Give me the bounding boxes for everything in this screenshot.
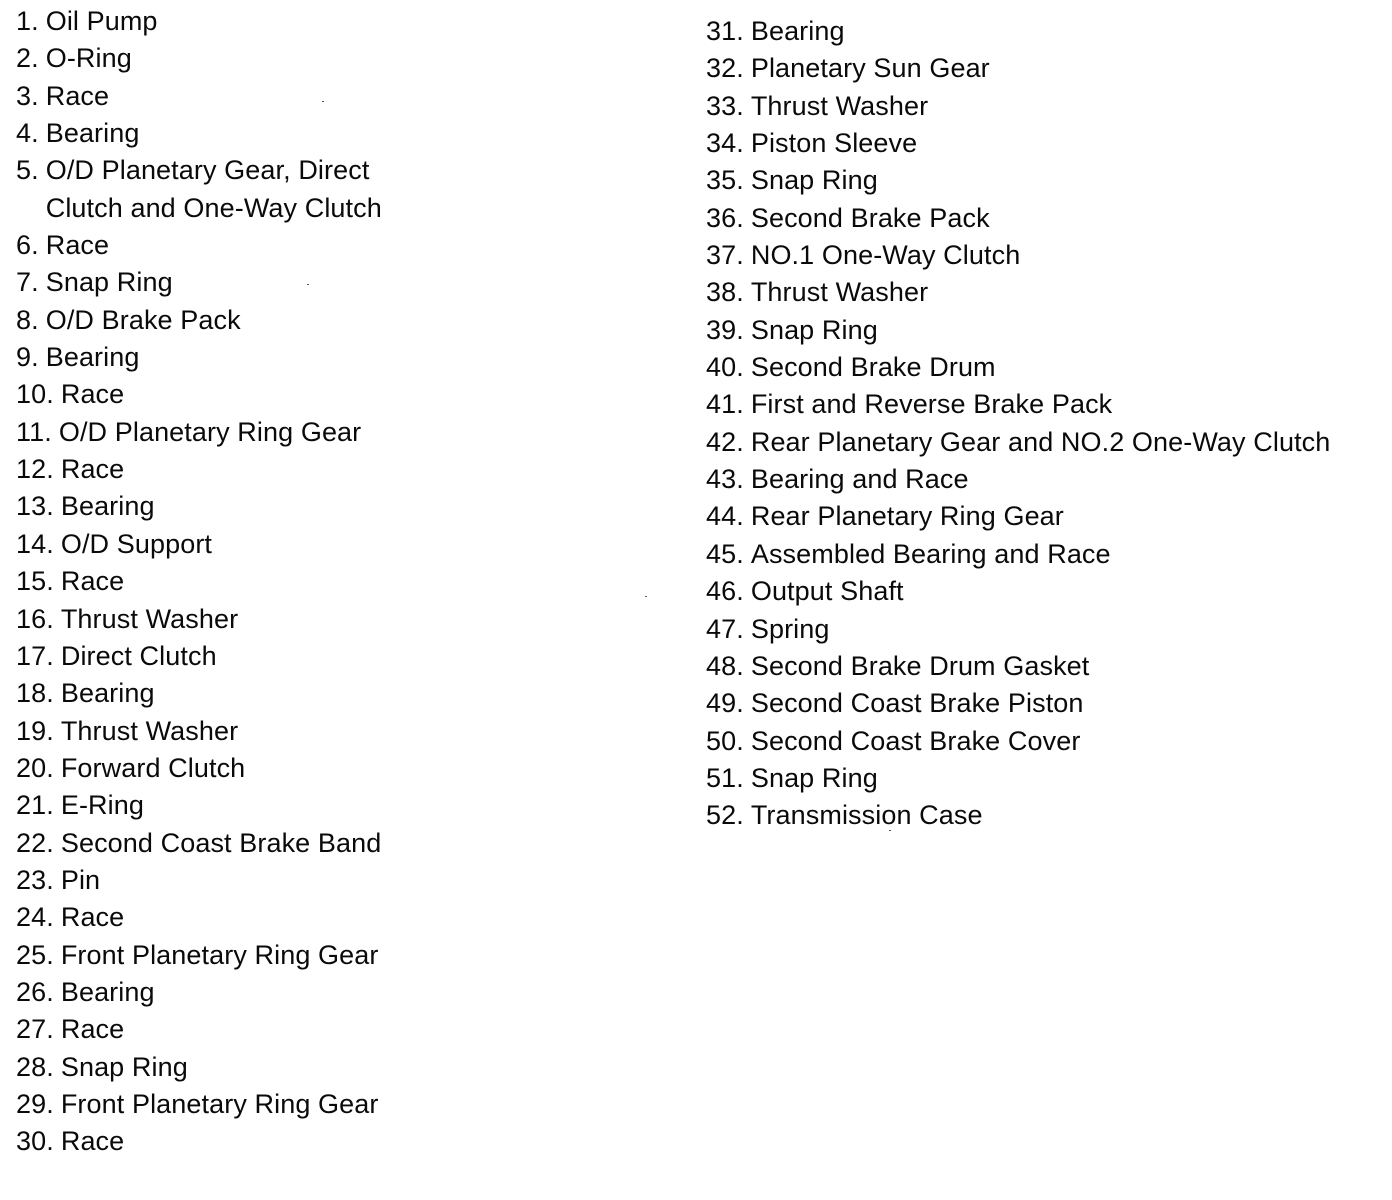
- part-list-item: [706, 50, 1330, 87]
- part-number: 7.: [16, 267, 39, 298]
- part-number: 28.: [16, 1051, 54, 1082]
- part-list-item: [16, 1086, 382, 1123]
- part-number: 21.: [16, 790, 54, 821]
- part-list-item: [706, 536, 1330, 573]
- part-name: Snap Ring: [750, 165, 878, 196]
- part-list-item: [16, 339, 382, 376]
- part-name: Rear Planetary Gear and NO.2 One-Way Clutch: [750, 426, 1331, 457]
- part-name: First and Reverse Brake Pack: [750, 389, 1113, 420]
- part-number: 16.: [16, 603, 54, 634]
- part-list-item: [16, 825, 382, 862]
- part-name: Thrust Washer: [750, 277, 929, 308]
- part-number: 38.: [706, 277, 744, 308]
- part-number: 9.: [16, 342, 39, 373]
- part-number: 34.: [706, 128, 744, 159]
- part-number: 25.: [16, 939, 54, 970]
- part-list-item: [16, 713, 382, 750]
- part-number: 1.: [16, 6, 39, 36]
- part-name: NO.1 One-Way Clutch: [750, 240, 1021, 271]
- part-name: Direct Clutch: [60, 640, 217, 671]
- part-name: Race: [45, 80, 110, 111]
- parts-list-left-column: [16, 3, 382, 1161]
- part-number: 18.: [16, 678, 54, 709]
- part-number: 15.: [16, 566, 54, 597]
- part-number: 37.: [706, 240, 744, 271]
- part-name: Bearing: [45, 342, 140, 373]
- part-list-item: [16, 563, 382, 600]
- part-name: Piston Sleeve: [750, 128, 918, 159]
- part-number: 49.: [706, 688, 744, 719]
- part-number: 26.: [16, 976, 54, 1007]
- part-name: Race: [45, 230, 110, 261]
- part-number: 39.: [706, 314, 744, 345]
- part-list-item: [16, 115, 382, 152]
- part-number: 10.: [16, 379, 54, 410]
- scan-speck: [307, 284, 309, 285]
- part-number: 51.: [706, 762, 744, 793]
- part-list-item: [16, 488, 382, 525]
- part-number: 17.: [16, 640, 54, 671]
- part-number: 29.: [16, 1088, 54, 1119]
- part-number: 3.: [16, 80, 39, 111]
- part-number: 12.: [16, 454, 54, 485]
- parts-list-right-column: [706, 13, 1330, 835]
- part-number: 35.: [706, 165, 744, 196]
- part-number: 46.: [706, 576, 744, 607]
- part-list-item: [706, 274, 1330, 311]
- part-list-item: [16, 78, 382, 115]
- part-number: 19.: [16, 715, 54, 746]
- part-name: Bearing: [750, 16, 845, 46]
- part-name: Snap Ring: [750, 314, 878, 345]
- part-list-item: [16, 675, 382, 712]
- part-name: Bearing: [45, 118, 140, 149]
- part-name: Second Brake Drum: [750, 352, 996, 383]
- part-list-item: [706, 760, 1330, 797]
- part-list-item: [16, 787, 382, 824]
- part-number: 20.: [16, 752, 54, 783]
- part-name: O/D Planetary Gear, Direct Clutch and One-Way Clutch: [45, 155, 382, 223]
- part-number: 33.: [706, 90, 744, 121]
- part-number: 27.: [16, 1014, 54, 1045]
- part-list-item: [706, 648, 1330, 685]
- part-list-item: [706, 573, 1330, 610]
- part-number: 31.: [706, 16, 744, 46]
- part-list-item: [706, 797, 1330, 834]
- part-name: Transmission Case: [750, 800, 983, 831]
- part-list-item: [16, 376, 382, 413]
- part-number: 44.: [706, 501, 744, 532]
- part-name: Planetary Sun Gear: [750, 53, 990, 84]
- part-name: Assembled Bearing and Race: [750, 538, 1111, 569]
- part-name: Thrust Washer: [60, 603, 239, 634]
- part-number: 30.: [16, 1126, 54, 1157]
- scan-speck: [322, 101, 324, 102]
- part-list-item: [16, 302, 382, 339]
- part-list-item: [16, 1011, 382, 1048]
- part-number: 45.: [706, 538, 744, 569]
- part-number: 41.: [706, 389, 744, 420]
- part-name: Second Brake Drum Gasket: [750, 650, 1090, 681]
- part-list-item: [706, 312, 1330, 349]
- part-name: Bearing and Race: [750, 464, 969, 495]
- part-list-item: [706, 88, 1330, 125]
- part-list-item: [706, 498, 1330, 535]
- part-number: 22.: [16, 827, 54, 858]
- part-list-item: [706, 723, 1330, 760]
- part-number: 14.: [16, 528, 54, 559]
- part-number: 4.: [16, 118, 39, 149]
- part-name: Race: [60, 902, 125, 933]
- part-list-item: [16, 638, 382, 675]
- part-number: 2.: [16, 43, 39, 74]
- part-number: 6.: [16, 230, 39, 261]
- part-number: 32.: [706, 53, 744, 84]
- part-number: 47.: [706, 613, 744, 644]
- part-number: 23.: [16, 864, 54, 895]
- part-list-item: [706, 162, 1330, 199]
- part-name: Second Coast Brake Cover: [750, 725, 1081, 756]
- part-name: Forward Clutch: [60, 752, 246, 783]
- part-list-item: [16, 899, 382, 936]
- part-name: Spring: [750, 613, 830, 644]
- part-name: O-Ring: [45, 43, 132, 74]
- part-list-item: [706, 13, 1330, 50]
- part-name: Oil Pump: [45, 6, 158, 36]
- part-list-item: [16, 264, 382, 301]
- part-list-item: [16, 227, 382, 264]
- part-number: 52.: [706, 800, 744, 831]
- part-number: 43.: [706, 464, 744, 495]
- part-name: Race: [60, 454, 125, 485]
- part-name: Snap Ring: [60, 1051, 188, 1082]
- part-list-item: [16, 601, 382, 638]
- part-name: Second Coast Brake Band: [60, 827, 382, 858]
- part-number: 11.: [16, 416, 52, 447]
- part-number: 5.: [16, 155, 39, 186]
- part-number: 24.: [16, 902, 54, 933]
- part-list-item: [16, 526, 382, 563]
- part-name: Front Planetary Ring Gear: [60, 1088, 379, 1119]
- part-number: 40.: [706, 352, 744, 383]
- part-name: Rear Planetary Ring Gear: [750, 501, 1064, 532]
- part-list-item: [706, 349, 1330, 386]
- part-list-item: [16, 937, 382, 974]
- part-name: E-Ring: [60, 790, 144, 821]
- part-name: Front Planetary Ring Gear: [60, 939, 379, 970]
- part-number: 8.: [16, 304, 39, 335]
- part-number: 48.: [706, 650, 744, 681]
- scan-speck: [889, 830, 891, 831]
- part-name: Bearing: [60, 976, 155, 1007]
- part-name: O/D Planetary Ring Gear: [58, 416, 362, 447]
- part-name: Race: [60, 566, 125, 597]
- part-list-item: [706, 237, 1330, 274]
- scan-speck: [645, 596, 647, 597]
- part-list-item: [16, 40, 382, 77]
- part-name: Race: [60, 379, 125, 410]
- part-list-item: [16, 451, 382, 488]
- part-list-item: [16, 974, 382, 1011]
- part-name: Second Brake Pack: [750, 202, 990, 233]
- part-name: O/D Brake Pack: [45, 304, 241, 335]
- part-list-item: [16, 3, 382, 40]
- part-list-item: [16, 1049, 382, 1086]
- part-name: Pin: [60, 864, 101, 895]
- part-list-item: [706, 611, 1330, 648]
- part-list-item: [706, 386, 1330, 423]
- part-name: Thrust Washer: [750, 90, 929, 121]
- part-list-item: [706, 685, 1330, 722]
- part-number: 36.: [706, 202, 744, 233]
- part-name: Thrust Washer: [60, 715, 239, 746]
- part-list-item: [706, 424, 1330, 461]
- part-list-item: [16, 862, 382, 899]
- part-name: Output Shaft: [750, 576, 904, 607]
- part-name: Snap Ring: [750, 762, 878, 793]
- part-list-item: [16, 750, 382, 787]
- part-name: O/D Support: [60, 528, 213, 559]
- part-name: Snap Ring: [45, 267, 173, 298]
- part-list-item: [16, 414, 382, 451]
- part-list-item: [706, 461, 1330, 498]
- part-name: Second Coast Brake Piston: [750, 688, 1084, 719]
- part-list-item: [706, 125, 1330, 162]
- part-list-item: [706, 200, 1330, 237]
- part-list-item: [16, 1123, 382, 1160]
- part-name: Bearing: [60, 491, 155, 522]
- part-number: 13.: [16, 491, 54, 522]
- part-number: 50.: [706, 725, 744, 756]
- part-list-item: [16, 152, 382, 227]
- part-name: Race: [60, 1126, 125, 1157]
- part-name: Bearing: [60, 678, 155, 709]
- part-number: 42.: [706, 426, 744, 457]
- part-name: Race: [60, 1014, 125, 1045]
